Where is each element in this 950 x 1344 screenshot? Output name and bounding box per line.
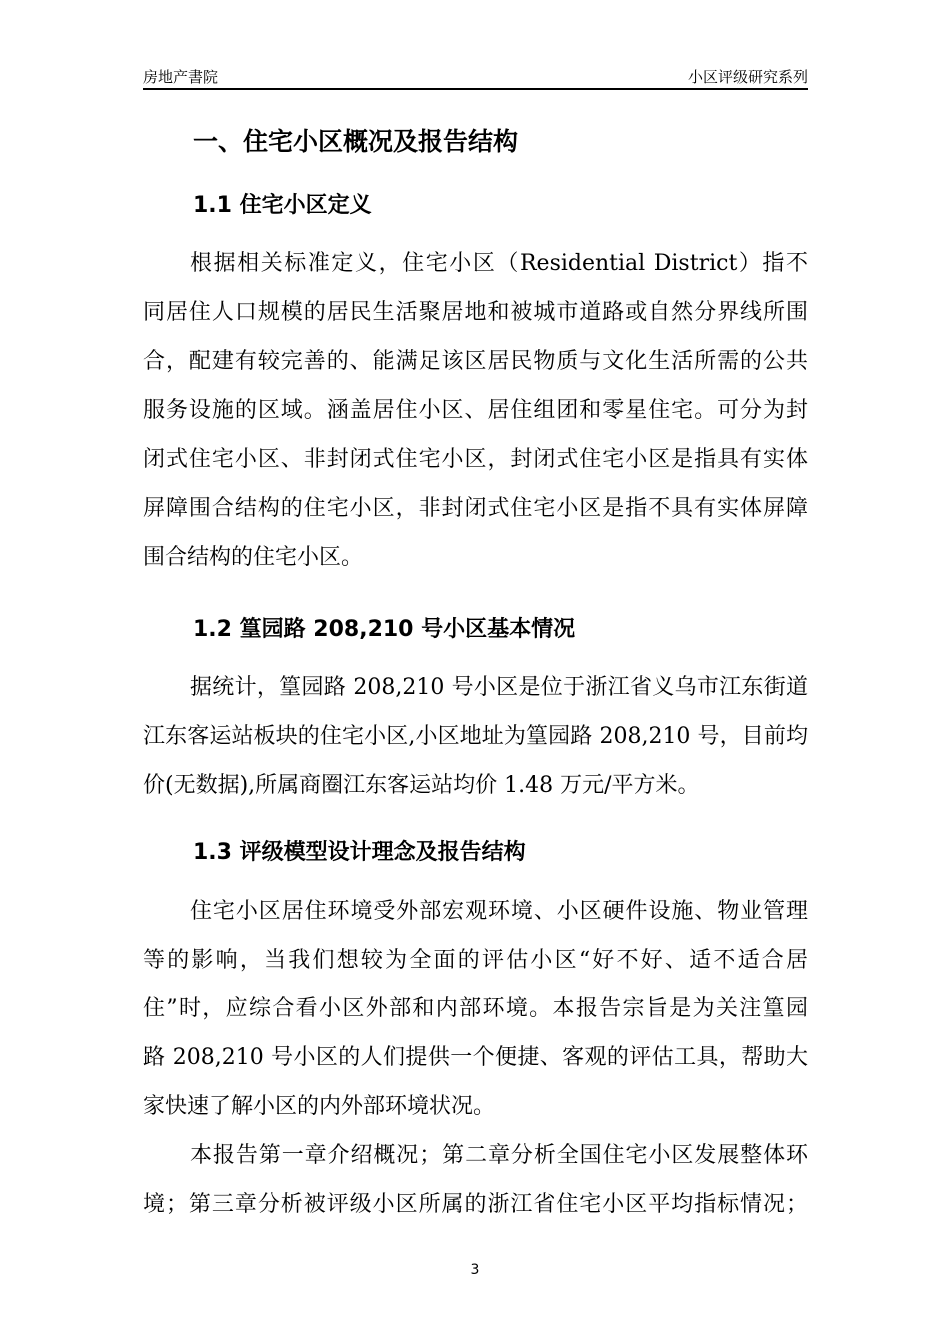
- paragraph-line: 闭式住宅小区、非封闭式住宅小区，封闭式住宅小区是指具有实体: [143, 447, 808, 472]
- header-right: 小区评级研究系列: [687, 68, 808, 86]
- section-title: 1.1 住宅小区定义: [193, 193, 372, 218]
- section-title: 1.3 评级模型设计理念及报告结构: [193, 840, 526, 865]
- paragraph-line: 价(无数据),所属商圈江东客运站均价 1.48 万元/平方米。: [143, 773, 700, 798]
- paragraph-line: 住宅小区居住环境受外部宏观环境、小区硬件设施、物业管理: [190, 899, 808, 924]
- paragraph-line: 境；第三章分析被评级小区所属的浙江省住宅小区平均指标情况；: [143, 1192, 808, 1217]
- header-rule: [143, 88, 808, 90]
- header-left: 房地产書院: [143, 68, 219, 86]
- paragraph-line: 家快速了解小区的内外部环境状况。: [143, 1094, 496, 1119]
- page-number: 3: [470, 1262, 480, 1278]
- paragraph-line: 合，配建有较完善的、能满足该区居民物质与文化生活所需的公共: [143, 349, 808, 374]
- paragraph-line: 根据相关标准定义，住宅小区（Residential District）指不: [190, 251, 808, 276]
- paragraph-line: 屏障围合结构的住宅小区，非封闭式住宅小区是指不具有实体屏障: [143, 496, 808, 521]
- section-title: 1.2 篁园路 208,210 号小区基本情况: [193, 617, 576, 642]
- paragraph-line: 服务设施的区域。涵盖居住小区、居住组团和零星住宅。可分为封: [143, 398, 808, 423]
- paragraph-line: 住”时，应综合看小区外部和内部环境。本报告宗旨是为关注篁园: [143, 996, 808, 1021]
- paragraph-line: 同居住人口规模的居民生活聚居地和被城市道路或自然分界线所围: [143, 300, 808, 325]
- paragraph-line: 等的影响，当我们想较为全面的评估小区“好不好、适不适合居: [143, 948, 808, 973]
- paragraph-line: 围合结构的住宅小区。: [143, 545, 364, 570]
- paragraph-line: 据统计，篁园路 208,210 号小区是位于浙江省义乌市江东街道: [190, 675, 808, 700]
- paragraph-line: 江东客运站板块的住宅小区,小区地址为篁园路 208,210 号，目前均: [143, 724, 808, 749]
- paragraph-line: 路 208,210 号小区的人们提供一个便捷、客观的评估工具，帮助大: [143, 1045, 808, 1070]
- paragraph-line: 本报告第一章介绍概况；第二章分析全国住宅小区发展整体环: [190, 1143, 808, 1168]
- chapter-title: 一、住宅小区概况及报告结构: [193, 127, 519, 156]
